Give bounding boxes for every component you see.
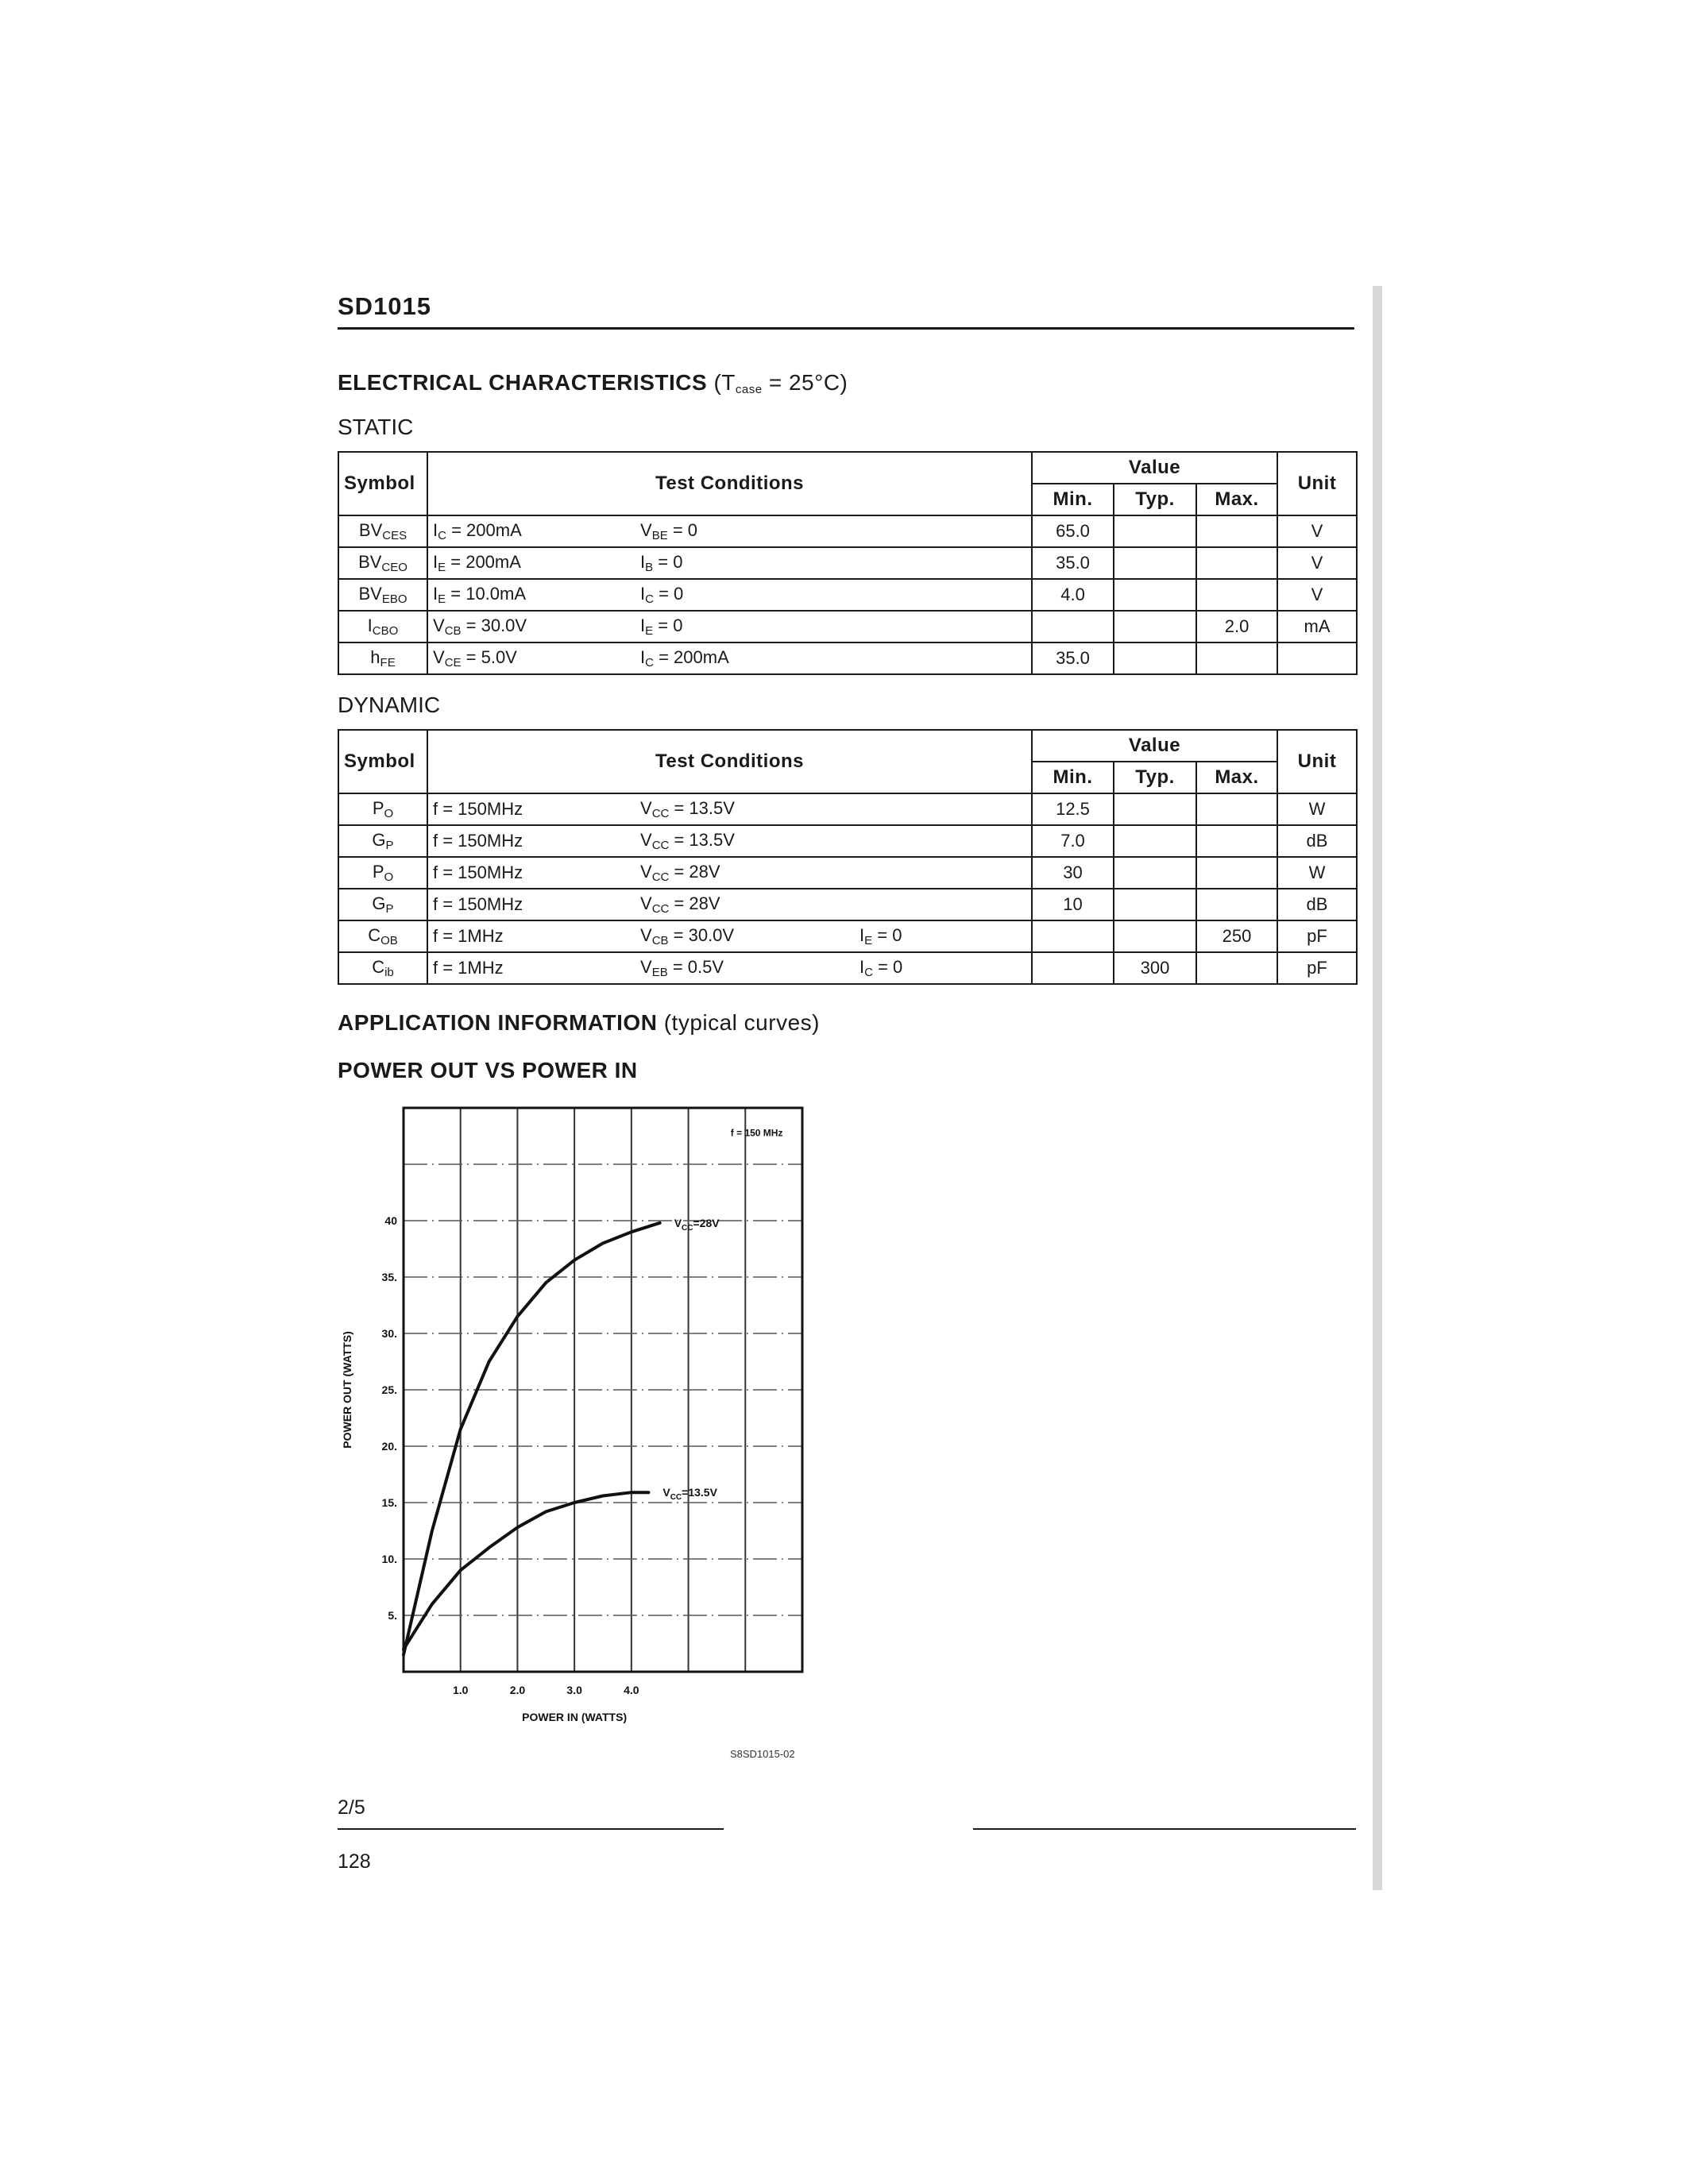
figure-code: S8SD1015-02 bbox=[729, 1748, 795, 1760]
y-tick-label: 30. bbox=[381, 1327, 397, 1340]
typ-cell bbox=[1114, 793, 1196, 825]
symbol-cell: $BV_{CEO}$ bbox=[338, 547, 427, 579]
min-cell: 30 bbox=[1032, 857, 1114, 889]
condition-cell: f = 150MHz bbox=[427, 793, 635, 825]
symbol-cell: $BV_{EBO}$ bbox=[338, 579, 427, 611]
footer-rule-left bbox=[338, 1828, 724, 1830]
condition-cell: $I_E = 0$ bbox=[855, 920, 1032, 952]
table-row bbox=[338, 857, 1357, 889]
symbol-cell: $BV_{CES}$ bbox=[338, 515, 427, 547]
typ-cell bbox=[1114, 642, 1196, 674]
unit-cell: V bbox=[1277, 547, 1357, 579]
y-tick-label: 10. bbox=[381, 1553, 397, 1565]
unit-cell: V bbox=[1277, 579, 1357, 611]
y-tick-label: 40 bbox=[384, 1214, 397, 1227]
condition-cell: $V_{EB} = 0.5V$ bbox=[635, 952, 855, 984]
dynamic-conditions-header: Test Conditions bbox=[427, 730, 1032, 793]
plot-frame bbox=[404, 1108, 802, 1672]
x-tick-label: 4.0 bbox=[624, 1684, 639, 1696]
condition-cell: $I_C = 0$ bbox=[635, 579, 1032, 611]
condition-cell: $I_E = 0$ bbox=[635, 611, 1032, 642]
unit-cell: dB bbox=[1277, 889, 1357, 920]
min-cell bbox=[1032, 611, 1114, 642]
typ-cell bbox=[1114, 920, 1196, 952]
typ-cell bbox=[1114, 825, 1196, 857]
condition-cell bbox=[855, 857, 1032, 889]
static-unit-header: Unit bbox=[1277, 452, 1357, 515]
power-chart bbox=[334, 1096, 826, 1760]
part-number-title: SD1015 bbox=[338, 292, 432, 320]
static-table bbox=[338, 451, 1358, 675]
min-cell bbox=[1032, 920, 1114, 952]
static-symbol-header: Symbol bbox=[338, 452, 427, 515]
unit-cell: dB bbox=[1277, 825, 1357, 857]
footer-rule-right bbox=[973, 1828, 1356, 1830]
condition-cell: $V_{CC} = 28V$ bbox=[635, 889, 855, 920]
y-axis-label: POWER OUT (WATTS) bbox=[341, 1331, 353, 1449]
table-row bbox=[338, 793, 1357, 825]
condition-cell: $V_{CC} = 13.5V$ bbox=[635, 793, 855, 825]
condition-cell: f = 150MHz bbox=[427, 889, 635, 920]
table-row bbox=[338, 642, 1357, 674]
unit-cell: V bbox=[1277, 515, 1357, 547]
y-tick-label: 25. bbox=[381, 1383, 397, 1396]
max-cell: 2.0 bbox=[1196, 611, 1277, 642]
typ-cell bbox=[1114, 579, 1196, 611]
y-tick-label: 35. bbox=[381, 1271, 397, 1283]
static-max-header: Max. bbox=[1196, 484, 1277, 515]
condition-cell bbox=[855, 825, 1032, 857]
application-title: APPLICATION INFORMATION bbox=[338, 1010, 658, 1035]
condition-cell: $V_{CB} = 30.0V$ bbox=[427, 611, 635, 642]
symbol-cell: $G_P$ bbox=[338, 889, 427, 920]
dynamic-table bbox=[338, 729, 1358, 985]
typ-cell bbox=[1114, 611, 1196, 642]
max-cell: 250 bbox=[1196, 920, 1277, 952]
static-label: STATIC bbox=[338, 415, 414, 439]
electrical-heading bbox=[338, 370, 848, 396]
condition-cell: $V_{CE} = 5.0V$ bbox=[427, 642, 635, 674]
table-row bbox=[338, 611, 1357, 642]
condition-cell: f = 1MHz bbox=[427, 952, 635, 984]
min-cell: 12.5 bbox=[1032, 793, 1114, 825]
min-cell: 7.0 bbox=[1032, 825, 1114, 857]
header-rule bbox=[338, 327, 1354, 330]
min-cell: 65.0 bbox=[1032, 515, 1114, 547]
electrical-title: ELECTRICAL CHARACTERISTICS bbox=[338, 370, 708, 395]
symbol-cell: $h_{FE}$ bbox=[338, 642, 427, 674]
condition-cell: f = 150MHz bbox=[427, 825, 635, 857]
max-cell bbox=[1196, 825, 1277, 857]
condition-cell: $I_E = 200mA$ bbox=[427, 547, 635, 579]
min-cell: 10 bbox=[1032, 889, 1114, 920]
y-tick-label: 20. bbox=[381, 1440, 397, 1453]
application-heading bbox=[338, 1010, 820, 1036]
dynamic-symbol-header: Symbol bbox=[338, 730, 427, 793]
table-row bbox=[338, 515, 1357, 547]
table-row bbox=[338, 889, 1357, 920]
series-line-1 bbox=[404, 1492, 648, 1649]
condition-cell: f = 1MHz bbox=[427, 920, 635, 952]
typ-cell bbox=[1114, 515, 1196, 547]
page-number: 128 bbox=[338, 1850, 371, 1873]
max-cell bbox=[1196, 642, 1277, 674]
unit-cell: W bbox=[1277, 857, 1357, 889]
table-row bbox=[338, 920, 1357, 952]
max-cell bbox=[1196, 547, 1277, 579]
unit-cell: W bbox=[1277, 793, 1357, 825]
condition-cell bbox=[855, 793, 1032, 825]
typ-cell bbox=[1114, 547, 1196, 579]
typ-cell bbox=[1114, 889, 1196, 920]
x-tick-label: 2.0 bbox=[509, 1684, 526, 1696]
power-chart-svg bbox=[334, 1096, 826, 1760]
static-min-header: Min. bbox=[1032, 484, 1114, 515]
condition-cell: f = 150MHz bbox=[427, 857, 635, 889]
symbol-cell: $P_O$ bbox=[338, 793, 427, 825]
condition-cell: $I_C = 200mA$ bbox=[635, 642, 1032, 674]
y-tick-label: 5. bbox=[388, 1609, 397, 1622]
min-cell: 35.0 bbox=[1032, 547, 1114, 579]
y-tick-label: 15. bbox=[381, 1496, 397, 1509]
condition-cell: $I_E = 10.0mA$ bbox=[427, 579, 635, 611]
condition-sub: case bbox=[735, 383, 763, 396]
symbol-cell: $I_{CBO}$ bbox=[338, 611, 427, 642]
table-row bbox=[338, 825, 1357, 857]
page-fraction: 2/5 bbox=[338, 1796, 365, 1819]
max-cell bbox=[1196, 515, 1277, 547]
symbol-cell: $C_{ib}$ bbox=[338, 952, 427, 984]
scan-edge-strip bbox=[1373, 286, 1382, 1890]
condition-cell: $V_{CB} = 30.0V$ bbox=[635, 920, 855, 952]
frequency-annotation: f = 150 MHz bbox=[730, 1127, 783, 1139]
static-typ-header: Typ. bbox=[1114, 484, 1196, 515]
condition-cell: $V_{CC} = 13.5V$ bbox=[635, 825, 855, 857]
min-cell bbox=[1032, 952, 1114, 984]
dynamic-value-header: Value bbox=[1032, 730, 1277, 762]
condition-cell bbox=[855, 889, 1032, 920]
static-conditions-header: Test Conditions bbox=[427, 452, 1032, 515]
dynamic-max-header: Max. bbox=[1196, 762, 1277, 793]
symbol-cell: $G_P$ bbox=[338, 825, 427, 857]
dynamic-min-header: Min. bbox=[1032, 762, 1114, 793]
chart-heading: POWER OUT VS POWER IN bbox=[338, 1058, 638, 1082]
series-label: $V_{CC}=28V$ bbox=[674, 1216, 720, 1233]
condition-cell: $I_C = 200mA$ bbox=[427, 515, 635, 547]
condition-prefix: (T bbox=[713, 370, 736, 395]
min-cell: 4.0 bbox=[1032, 579, 1114, 611]
symbol-cell: $C_{OB}$ bbox=[338, 920, 427, 952]
symbol-cell: $P_O$ bbox=[338, 857, 427, 889]
min-cell: 35.0 bbox=[1032, 642, 1114, 674]
dynamic-unit-header: Unit bbox=[1277, 730, 1357, 793]
table-row bbox=[338, 952, 1357, 984]
x-tick-label: 1.0 bbox=[452, 1684, 469, 1696]
max-cell bbox=[1196, 793, 1277, 825]
application-suffix: (typical curves) bbox=[657, 1010, 820, 1035]
condition-suffix: = 25°C) bbox=[762, 370, 848, 395]
condition-cell: $V_{CC} = 28V$ bbox=[635, 857, 855, 889]
x-axis-label: POWER IN (WATTS) bbox=[522, 1711, 628, 1723]
unit-cell: mA bbox=[1277, 611, 1357, 642]
unit-cell: pF bbox=[1277, 920, 1357, 952]
max-cell bbox=[1196, 857, 1277, 889]
condition-cell: $V_{BE} = 0$ bbox=[635, 515, 1032, 547]
typ-cell bbox=[1114, 857, 1196, 889]
max-cell bbox=[1196, 579, 1277, 611]
condition-cell: $I_B = 0$ bbox=[635, 547, 1032, 579]
max-cell bbox=[1196, 952, 1277, 984]
static-value-header: Value bbox=[1032, 452, 1277, 484]
condition-cell: $I_C = 0$ bbox=[855, 952, 1032, 984]
max-cell bbox=[1196, 889, 1277, 920]
series-label: $V_{CC}=13.5V$ bbox=[662, 1486, 717, 1503]
typ-cell: 300 bbox=[1114, 952, 1196, 984]
table-row bbox=[338, 579, 1357, 611]
unit-cell: pF bbox=[1277, 952, 1357, 984]
x-tick-label: 3.0 bbox=[566, 1684, 582, 1696]
dynamic-label: DYNAMIC bbox=[338, 693, 441, 717]
unit-cell bbox=[1277, 642, 1357, 674]
dynamic-typ-header: Typ. bbox=[1114, 762, 1196, 793]
table-row bbox=[338, 547, 1357, 579]
